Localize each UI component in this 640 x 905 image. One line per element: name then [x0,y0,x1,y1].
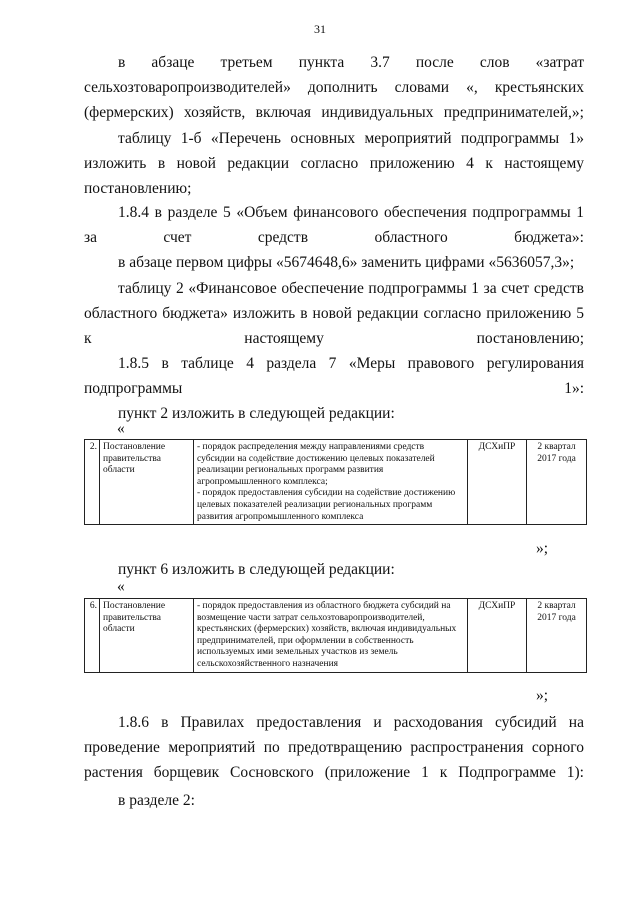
item-number: 6. [85,599,100,673]
paragraph-4: в абзаце первом цифры «5674648,6» заменить цифрами «5636057,3»; [118,254,575,271]
table-row [85,440,587,525]
measure-content: - порядок предоставления из областного бюджета субсидий на возмещение части затрат сельхозтоваропроизводителей, крестьянских (фермерских) хозяйств, включая индивидуальных предпринимателей, при оформлении в собственность используемых ими земельных участков из земель сельскохозяйственного назначения [194,599,468,673]
paragraph-5: таблицу 2 «Финансовое обеспечение подпрограммы 1 за счет средств областного бюджета» изложить в новой редакции согласно приложению 5 к настоящему постановлению; [84,280,584,347]
measure-content: - порядок распределения между направлениями средств субсидии на содействие достижению целевых показателей реализации региональных программ развития агропромышленного комплекса; - порядок предоставления субсидии на содействие достижению целевых показателей реализации региональных программ развития агропромышленного комплекса [194,440,468,525]
executor: ДСХиПР [468,599,527,673]
document-type: Постановление правительства области [100,599,194,673]
item-number: 2. [85,440,100,525]
paragraph-10: в разделе 2: [118,792,195,809]
table-row [85,599,587,673]
paragraph-7: пункт 2 изложить в следующей редакции: [118,405,395,422]
legal-measures-table-item-2 [84,439,587,525]
close-quote-1: »; [536,540,549,557]
term: 2 квартал 2017 года [527,599,587,673]
paragraph-8: пункт 6 изложить в следующей редакции: [118,561,395,578]
paragraph-9: 1.8.6 в Правилах предоставления и расходования субсидий на проведение мероприятий по предотвращению распространения сорного растения борщевик Сосновского (приложение 1 к Подпрограмме 1): [84,714,584,781]
legal-measures-table-item-6 [84,598,587,673]
page-number: 31 [314,22,326,36]
paragraph-6: 1.8.5 в таблице 4 раздела 7 «Меры правового регулирования подпрограммы 1»: [84,355,584,397]
open-quote-2: « [117,578,125,595]
paragraph-1: в абзаце третьем пункта 3.7 после слов «затрат сельхозтоваропроизводителей» дополнить словами «, крестьянских (фермерских) хозяйств, включая индивидуальных предпринимателей,»; [84,54,584,121]
executor: ДСХиПР [468,440,527,525]
term: 2 квартал 2017 года [527,440,587,525]
open-quote-1: « [117,420,125,437]
paragraph-2: таблицу 1-б «Перечень основных мероприятий подпрограммы 1» изложить в новой редакции согласно приложению 4 к настоящему постановлению; [84,130,584,197]
paragraph-3: 1.8.4 в разделе 5 «Объем финансового обеспечения подпрограммы 1 за счет средств областного бюджета»: [84,204,584,246]
close-quote-2: »; [536,687,549,704]
document-type: Постановление правительства области [100,440,194,525]
